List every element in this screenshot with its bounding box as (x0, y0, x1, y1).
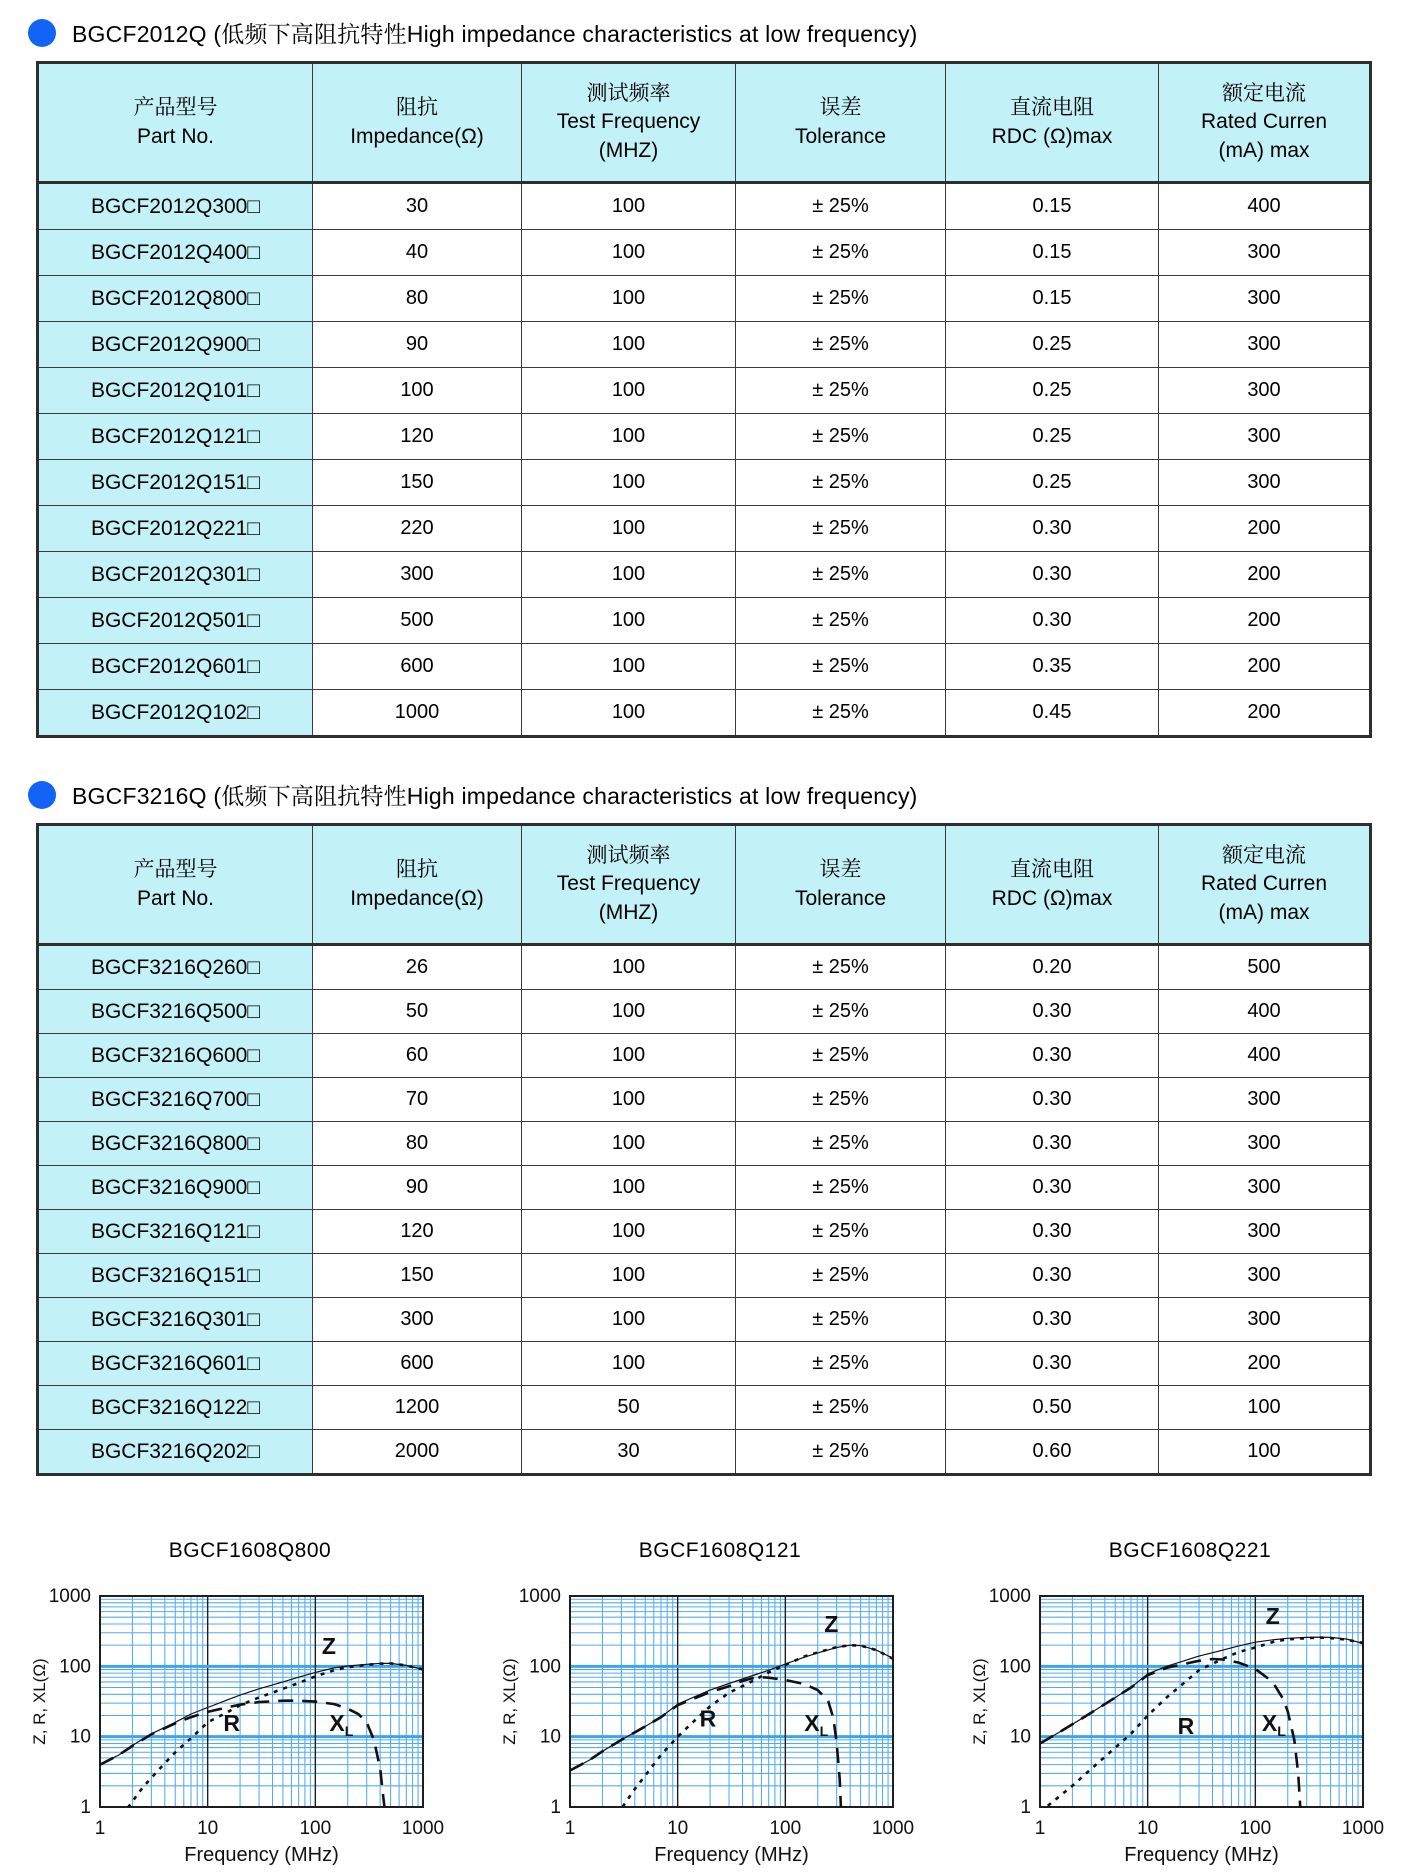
header-line-en: Test Frequency (556, 110, 701, 134)
section2-title: BGCF3216Q (低频下高阻抗特性High impedance characteristics at low frequency) (72, 783, 918, 809)
curve-label-r: R (223, 1710, 241, 1737)
part-no-cell: BGCF2012Q102□ (38, 690, 313, 737)
value-cell: ± 25% (736, 506, 946, 552)
value-cell: 90 (313, 322, 522, 368)
value-cell: 0.30 (946, 990, 1159, 1034)
value-cell: 300 (1159, 230, 1371, 276)
curve-z (1040, 1637, 1363, 1743)
header-line-cn: 测试频率 (586, 844, 671, 868)
value-cell: 50 (522, 1386, 736, 1430)
plot-border (1040, 1596, 1363, 1807)
value-cell: 100 (1159, 1430, 1371, 1475)
table-row (38, 368, 1371, 414)
col-header-impedance (313, 63, 522, 183)
value-cell: 0.30 (946, 1210, 1159, 1254)
table-body (38, 183, 1371, 737)
col-header-tolerance (736, 825, 946, 945)
table-row (38, 644, 1371, 690)
value-cell: 120 (313, 1210, 522, 1254)
value-cell: ± 25% (736, 1210, 946, 1254)
spec-table-bgcf2012q (36, 61, 1372, 738)
value-cell: 100 (522, 414, 736, 460)
part-no-cell: BGCF2012Q601□ (38, 644, 313, 690)
value-cell: 100 (522, 1034, 736, 1078)
curve-xl (1040, 1659, 1301, 1818)
value-cell: 200 (1159, 506, 1371, 552)
value-cell: 1000 (313, 690, 522, 737)
header-line-en2: (MHZ) (598, 900, 659, 924)
x-axis-label: Frequency (MHz) (1124, 1844, 1279, 1866)
value-cell: 0.50 (946, 1386, 1159, 1430)
curves (1040, 1637, 1363, 1818)
table-row (38, 598, 1371, 644)
table-row (38, 1122, 1371, 1166)
value-cell: 100 (522, 1166, 736, 1210)
chart-title: BGCF1608Q800 (168, 1539, 332, 1562)
bullet-icon (28, 781, 56, 809)
part-no-cell: BGCF3216Q202□ (38, 1430, 313, 1475)
value-cell: 300 (1159, 322, 1371, 368)
header-line-cn: 误差 (819, 96, 862, 120)
value-cell: ± 25% (736, 368, 946, 414)
value-cell: 100 (522, 1254, 736, 1298)
value-cell: 200 (1159, 1342, 1371, 1386)
value-cell: 220 (313, 506, 522, 552)
y-tick-label: 1 (80, 1797, 91, 1818)
y-tick-label: 1000 (988, 1586, 1031, 1607)
y-tick-label: 1 (1020, 1797, 1031, 1818)
table-row (38, 230, 1371, 276)
col-header-part-no (38, 825, 313, 945)
x-tick-label: 10 (667, 1818, 689, 1839)
part-no-cell: BGCF3216Q151□ (38, 1254, 313, 1298)
col-header-impedance (313, 825, 522, 945)
header-line-cn: 直流电阻 (1010, 96, 1094, 120)
value-cell: 0.45 (946, 690, 1159, 737)
table-row (38, 945, 1371, 990)
value-cell: ± 25% (736, 945, 946, 990)
x-tick-label: 100 (769, 1818, 802, 1839)
y-tick-label: 1000 (518, 1586, 561, 1607)
table-row (38, 990, 1371, 1034)
section2-header (28, 778, 1413, 811)
value-cell: 150 (313, 460, 522, 506)
value-cell: 0.30 (946, 1166, 1159, 1210)
value-cell: 0.25 (946, 414, 1159, 460)
header-line-en: Impedance(Ω) (350, 886, 484, 910)
value-cell: 80 (313, 1122, 522, 1166)
value-cell: 100 (522, 1210, 736, 1254)
x-tick-label: 1 (564, 1818, 576, 1839)
value-cell: 120 (313, 414, 522, 460)
value-cell: 100 (522, 1342, 736, 1386)
value-cell: 500 (1159, 945, 1371, 990)
y-tick-label: 10 (1009, 1726, 1031, 1748)
table-row (38, 460, 1371, 506)
value-cell: 600 (313, 1342, 522, 1386)
spec-table-bgcf3216q (36, 823, 1372, 1476)
header-line-cn: 误差 (819, 858, 862, 882)
value-cell: 300 (1159, 1254, 1371, 1298)
part-no-cell: BGCF3216Q600□ (38, 1034, 313, 1078)
table-row (38, 1210, 1371, 1254)
table-row (38, 1254, 1371, 1298)
value-cell: 0.30 (946, 1298, 1159, 1342)
value-cell: ± 25% (736, 690, 946, 737)
value-cell: 0.30 (946, 1254, 1159, 1298)
value-cell: 400 (1159, 990, 1371, 1034)
value-cell: 300 (313, 552, 522, 598)
x-axis-label: Frequency (MHz) (184, 1844, 339, 1866)
col-header-rated-current (1159, 63, 1371, 183)
value-cell: 300 (1159, 1298, 1371, 1342)
value-cell: 300 (1159, 414, 1371, 460)
header-line-cn: 产品型号 (133, 858, 218, 882)
header-line-en: Impedance(Ω) (350, 124, 484, 148)
value-cell: ± 25% (736, 598, 946, 644)
table-row (38, 1078, 1371, 1122)
value-cell: 0.20 (946, 945, 1159, 990)
header-line-en: Test Frequency (556, 872, 701, 896)
value-cell: 300 (1159, 1166, 1371, 1210)
value-cell: 300 (1159, 368, 1371, 414)
y-tick-label: 100 (59, 1656, 91, 1678)
header-line-cn: 阻抗 (396, 858, 438, 882)
part-no-cell: BGCF2012Q300□ (38, 183, 313, 230)
value-cell: ± 25% (736, 1430, 946, 1475)
header-line-en: Rated Curren (1200, 110, 1328, 134)
header-line-en: Tolerance (794, 886, 887, 910)
table-row (38, 183, 1371, 230)
value-cell: ± 25% (736, 1386, 946, 1430)
y-axis-label: Z, R, XL(Ω) (970, 1658, 989, 1745)
value-cell: 0.60 (946, 1430, 1159, 1475)
value-cell: ± 25% (736, 460, 946, 506)
col-header-rated-current (1159, 825, 1371, 945)
value-cell: 300 (1159, 1078, 1371, 1122)
value-cell: 300 (1159, 276, 1371, 322)
value-cell: 50 (313, 990, 522, 1034)
header-line-en2: (mA) max (1218, 138, 1310, 162)
header-line-en: Rated Curren (1200, 872, 1328, 896)
part-no-cell: BGCF3216Q122□ (38, 1386, 313, 1430)
curves (100, 1663, 423, 1818)
value-cell: ± 25% (736, 552, 946, 598)
curve-z (100, 1663, 423, 1764)
value-cell: ± 25% (736, 1298, 946, 1342)
value-cell: 100 (1159, 1386, 1371, 1430)
header-line-en2: (mA) max (1218, 900, 1310, 924)
header-line-cn: 额定电流 (1222, 82, 1306, 106)
part-no-cell: BGCF2012Q900□ (38, 322, 313, 368)
x-tick-label: 1000 (871, 1818, 915, 1839)
header-line-cn: 阻抗 (396, 96, 438, 120)
part-no-cell: BGCF2012Q501□ (38, 598, 313, 644)
chart-bgcf1608q221 (970, 1538, 1410, 1873)
plot-border (570, 1596, 893, 1807)
x-axis-label: Frequency (MHz) (654, 1844, 809, 1866)
value-cell: 200 (1159, 690, 1371, 737)
subscript: L (1277, 1723, 1286, 1740)
part-no-cell: BGCF3216Q301□ (38, 1298, 313, 1342)
value-cell: 300 (1159, 1210, 1371, 1254)
value-cell: 30 (522, 1430, 736, 1475)
value-cell: ± 25% (736, 230, 946, 276)
value-cell: 0.15 (946, 183, 1159, 230)
y-axis-label: Z, R, XL(Ω) (30, 1658, 49, 1745)
y-tick-label: 100 (999, 1656, 1031, 1678)
value-cell: 2000 (313, 1430, 522, 1475)
header-line-en: Part No. (136, 886, 215, 910)
table-row (38, 506, 1371, 552)
part-no-cell: BGCF3216Q121□ (38, 1210, 313, 1254)
header-line-en: Tolerance (794, 124, 887, 148)
value-cell: 0.15 (946, 276, 1159, 322)
value-cell: 80 (313, 276, 522, 322)
value-cell: 100 (522, 598, 736, 644)
table-row (38, 690, 1371, 737)
part-no-cell: BGCF3216Q260□ (38, 945, 313, 990)
x-tick-label: 10 (1137, 1818, 1159, 1839)
curve-label-z: Z (1265, 1602, 1280, 1629)
value-cell: 0.30 (946, 506, 1159, 552)
curves (570, 1645, 893, 1816)
value-cell: ± 25% (736, 1034, 946, 1078)
curve-label-z: Z (824, 1610, 839, 1637)
table-row (38, 1298, 1371, 1342)
header-line-en: RDC (Ω)max (991, 886, 1113, 910)
curve-label-r: R (1177, 1712, 1195, 1739)
curve-r (618, 1645, 893, 1816)
value-cell: 300 (1159, 460, 1371, 506)
value-cell: 100 (522, 690, 736, 737)
x-tick-label: 1 (94, 1818, 106, 1839)
value-cell: 400 (1159, 183, 1371, 230)
x-tick-label: 100 (299, 1818, 332, 1839)
value-cell: 100 (522, 460, 736, 506)
value-cell: 150 (313, 1254, 522, 1298)
curve-label-z: Z (321, 1632, 336, 1659)
value-cell: 100 (522, 1122, 736, 1166)
value-cell: ± 25% (736, 322, 946, 368)
value-cell: 40 (313, 230, 522, 276)
value-cell: 100 (522, 1078, 736, 1122)
table-body (38, 945, 1371, 1475)
part-no-cell: BGCF2012Q101□ (38, 368, 313, 414)
value-cell: 400 (1159, 1034, 1371, 1078)
value-cell: 100 (313, 368, 522, 414)
section1-header (28, 0, 1413, 49)
table-row (38, 1342, 1371, 1386)
value-cell: 100 (522, 945, 736, 990)
curve-label-xl: $X_L$ (329, 1710, 354, 1740)
value-cell: 0.30 (946, 1034, 1159, 1078)
value-cell: 100 (522, 230, 736, 276)
value-cell: 0.30 (946, 1078, 1159, 1122)
value-cell: ± 25% (736, 276, 946, 322)
value-cell: 0.30 (946, 552, 1159, 598)
value-cell: 30 (313, 183, 522, 230)
table-row (38, 1166, 1371, 1210)
value-cell: ± 25% (736, 644, 946, 690)
value-cell: 100 (522, 1298, 736, 1342)
value-cell: 70 (313, 1078, 522, 1122)
header-line-cn: 额定电流 (1222, 844, 1306, 868)
value-cell: ± 25% (736, 1342, 946, 1386)
value-cell: 200 (1159, 552, 1371, 598)
value-cell: 0.30 (946, 1342, 1159, 1386)
col-header-test-frequency (522, 825, 736, 945)
part-no-cell: BGCF3216Q700□ (38, 1078, 313, 1122)
value-cell: 100 (522, 990, 736, 1034)
x-tick-label: 1 (1034, 1818, 1046, 1839)
value-cell: ± 25% (736, 1166, 946, 1210)
chart-title: BGCF1608Q221 (1108, 1539, 1272, 1562)
x-tick-label: 1000 (401, 1818, 445, 1839)
table-row (38, 552, 1371, 598)
header-line-en: Part No. (136, 124, 215, 148)
grid (1040, 1596, 1363, 1807)
x-tick-label: 10 (197, 1818, 219, 1839)
value-cell: 200 (1159, 598, 1371, 644)
part-no-cell: BGCF2012Q800□ (38, 276, 313, 322)
value-cell: ± 25% (736, 1122, 946, 1166)
impedance-chart (970, 1568, 1410, 1873)
bullet-icon (28, 19, 56, 47)
curve-z (570, 1645, 893, 1770)
y-tick-label: 1000 (48, 1586, 91, 1607)
table-row (38, 1386, 1371, 1430)
value-cell: 300 (1159, 1122, 1371, 1166)
part-no-cell: BGCF2012Q151□ (38, 460, 313, 506)
part-no-cell: BGCF3216Q601□ (38, 1342, 313, 1386)
value-cell: 0.35 (946, 644, 1159, 690)
col-header-tolerance (736, 63, 946, 183)
value-cell: 0.25 (946, 460, 1159, 506)
value-cell: ± 25% (736, 990, 946, 1034)
table-row (38, 414, 1371, 460)
value-cell: 100 (522, 276, 736, 322)
x-tick-label: 1000 (1341, 1818, 1385, 1839)
header-line-en2: (MHZ) (598, 138, 659, 162)
charts-row (30, 1538, 1413, 1873)
part-no-cell: BGCF2012Q400□ (38, 230, 313, 276)
chart-bgcf1608q800 (30, 1538, 470, 1873)
chart-title: BGCF1608Q121 (638, 1539, 802, 1562)
part-no-cell: BGCF2012Q301□ (38, 552, 313, 598)
value-cell: 1200 (313, 1386, 522, 1430)
value-cell: 600 (313, 644, 522, 690)
part-no-cell: BGCF3216Q900□ (38, 1166, 313, 1210)
y-tick-label: 1 (550, 1797, 561, 1818)
header-line-cn: 直流电阻 (1010, 858, 1094, 882)
part-no-cell: BGCF3216Q500□ (38, 990, 313, 1034)
y-tick-label: 10 (539, 1726, 561, 1748)
grid (570, 1596, 893, 1807)
header-line-cn: 产品型号 (133, 96, 218, 120)
y-tick-label: 10 (69, 1726, 91, 1748)
value-cell: 500 (313, 598, 522, 644)
part-no-cell: BGCF2012Q221□ (38, 506, 313, 552)
value-cell: 0.30 (946, 1122, 1159, 1166)
value-cell: 100 (522, 644, 736, 690)
y-axis-label: Z, R, XL(Ω) (500, 1658, 519, 1745)
value-cell: 100 (522, 183, 736, 230)
col-header-rdc (946, 825, 1159, 945)
table-row (38, 322, 1371, 368)
curve-label-r: R (699, 1705, 717, 1732)
value-cell: 100 (522, 368, 736, 414)
value-cell: 0.30 (946, 598, 1159, 644)
y-tick-label: 100 (529, 1656, 561, 1678)
value-cell: 0.25 (946, 368, 1159, 414)
chart-bgcf1608q121 (500, 1538, 940, 1873)
value-cell: 100 (522, 506, 736, 552)
header-line-en: RDC (Ω)max (991, 124, 1113, 148)
table-row (38, 276, 1371, 322)
table-header-row (38, 63, 1371, 183)
value-cell: ± 25% (736, 1254, 946, 1298)
value-cell: ± 25% (736, 414, 946, 460)
value-cell: ± 25% (736, 183, 946, 230)
value-cell: 26 (313, 945, 522, 990)
value-cell: 60 (313, 1034, 522, 1078)
table-row (38, 1430, 1371, 1475)
table-header-row (38, 825, 1371, 945)
impedance-chart (30, 1568, 470, 1873)
header-line-cn: 测试频率 (586, 82, 671, 106)
curve-xl (570, 1677, 841, 1814)
part-no-cell: BGCF2012Q121□ (38, 414, 313, 460)
value-cell: 200 (1159, 644, 1371, 690)
value-cell: 0.15 (946, 230, 1159, 276)
table-row (38, 1034, 1371, 1078)
col-header-test-frequency (522, 63, 736, 183)
value-cell: 100 (522, 322, 736, 368)
value-cell: 90 (313, 1166, 522, 1210)
impedance-chart (500, 1568, 940, 1873)
curve-label-xl: $X_L$ (804, 1710, 829, 1740)
value-cell: 300 (313, 1298, 522, 1342)
col-header-rdc (946, 63, 1159, 183)
x-tick-label: 100 (1239, 1818, 1272, 1839)
part-no-cell: BGCF3216Q800□ (38, 1122, 313, 1166)
curve-label-xl: $X_L$ (1261, 1710, 1286, 1740)
subscript: L (819, 1723, 829, 1740)
subscript: L (344, 1723, 354, 1740)
value-cell: 0.25 (946, 322, 1159, 368)
col-header-part-no (38, 63, 313, 183)
section1-title: BGCF2012Q (低频下高阻抗特性High impedance characteristics at low frequency) (72, 21, 918, 47)
value-cell: ± 25% (736, 1078, 946, 1122)
value-cell: 100 (522, 552, 736, 598)
